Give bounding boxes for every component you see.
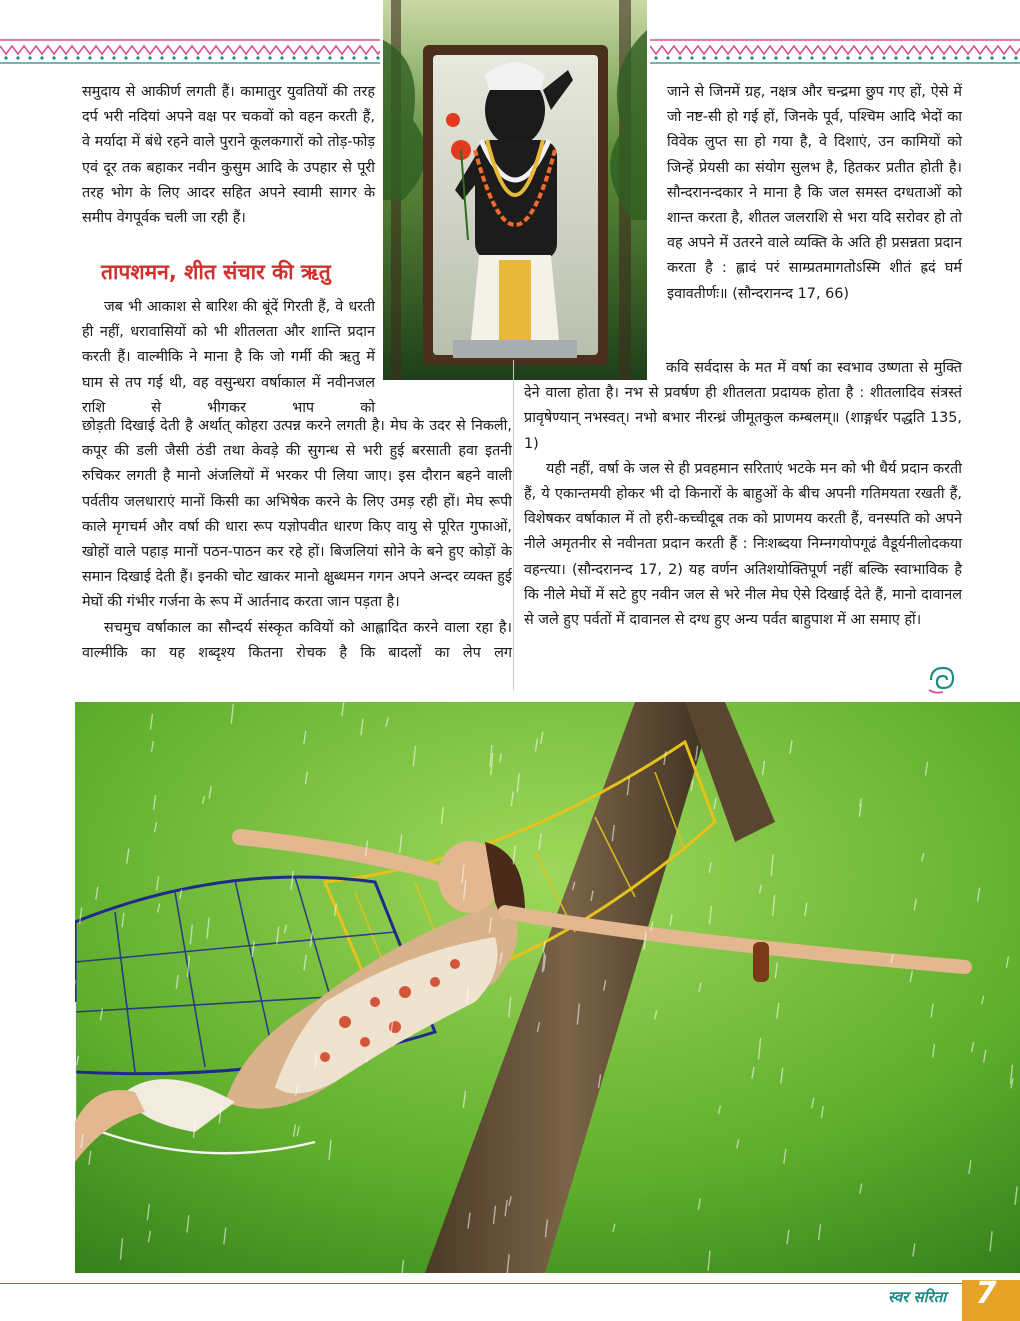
article-column-left-mid — [82, 295, 375, 421]
column-divider — [513, 360, 514, 690]
article-column-right-top — [667, 80, 962, 307]
paragraph: छोड़ती दिखाई देती है अर्थात् कोहरा उत्पन्न करने लगती है। मेघ के उदर से निकली, कपूर की डली जैसी ठंडी तथा केवड़े की सुगन्ध से भरी हुई बरसाती हवा इतनी रुचिकर लगती है मानो अंजलियों में भरकर पी लिया जाए। इस दौरान बहने वाली पर्वतीय जलधाराएं मानों किसी का अभिषेक करने के लिए उमड़ रही हों। मेघ रूपी काले मृगचर्म और वर्षा की धारा रूप यज्ञोपवीत धारण किए वायु से पूरित गुफाओं, खोहों वाले पहाड़ मानों पठन-पाठन कर रहे हों। बिजलियां सोने के बने हुए कोड़ों के समान दिखाई देती हैं। इनकी चोट खाकर मानो क्षुब्धमन गगन अपने अन्दर व्यक्त हुई मेघों की गंभीर गर्जना के रूप में आर्तनाद करता जान पड़ता है। — [82, 418, 512, 611]
top-decorative-border-right — [650, 36, 1020, 66]
article-column-left-bottom — [82, 414, 512, 666]
deity-image — [383, 0, 647, 380]
paragraph: सचमुच वर्षाकाल का सौन्दर्य संस्कृत कवियों को आह्लादित करने वाला रहा है। वाल्मीकि का यह शब्दृश्य कितना रोचक है कि बादलों का लेप लग — [82, 619, 512, 661]
magazine-name: स्वर सरिता — [888, 1288, 947, 1306]
hammock-rain-image — [75, 702, 1020, 1273]
section-heading: तापशमन, शीत संचार की ऋतु — [101, 260, 331, 284]
paragraph: यही नहीं, वर्षा के जल से ही प्रवहमान सरिताएं भटके मन को भी धैर्य प्रदान करती हैं, ये एकान्तमयी होकर भी दो किनारों के बाहुओं के बीच अपनी गतिमयता रखती हैं, विशेषकर वर्षाकाल में तो हरी-कच्चीदूब तक को प्राणमय करती हैं, वनस्पति को अपने नीले अमृतनीर से नवीनता प्रदान करती हैं : निःशब्दया निम्नगयोपगूढं वैडूर्यनीलोदकया वहन्त्या। (सौन्दरानन्द 17, 2) यह वर्णन अतिशयोक्तिपूर्ण नहीं बल्कि स्वाभाविक है कि नीले मेघों में सटे हुए नवीन जल से भरे नील मेघ ऐसे दिखाई देते हैं, मानो दावानल से जले हुए पर्वतों में दावानल से दग्ध हुए अन्य पर्वत बाहुपाश में आ समाए हों। — [524, 460, 962, 629]
paragraph: जाने से जिनमें ग्रह, नक्षत्र और चन्द्रमा छुप गए हों, ऐसे में जो नष्ट-सी हो गई हों, जिनके पूर्व, पश्चिम आदि भेदों का विवेक लुप्त सा हो गया है, वे दिशाएं, उन कामियों को जिन्हें प्रेयसी का संयोग सुलभ है, हितकर प्रतीत होती है। सौन्दरानन्दकार ने माना है कि जल समस्त दग्धताओं को शान्त करता है, शीतल जलराशि से भरा यदि सरोवर हो तो वह अपने में उतरने वाले व्यक्ति के अति ही प्रसन्नता प्रदान करता है : ह्लादं परं साम्प्रतमागतोऽस्मि शीतं ह्रदं घर्म इवावतीर्णः॥ (सौन्दरानन्द 17, 66) — [667, 84, 962, 302]
paragraph: कवि सर्वदास के मत में वर्षा का स्वभाव उष्णता से मुक्ति देने वाला होता है। नभ से प्रवर्षण ही शीतलता प्रदायक होता है : शीतलादिव संत्रस्तं प्रावृषेण्यान् नभस्वत्। नभो बभार नीरन्ध्रं जीमूतकुल कम्बलम्॥ (शाङ्गर्धर पद्धति 135, 1) — [524, 360, 962, 452]
paragraph: समुदाय से आकीर्ण लगती हैं। कामातुर युवतियों की तरह दर्प भरी नदियां अपने वक्ष पर चकवों को वहन करती हैं, वे मर्यादा में बंधे रहने वाले पुराने कूलकगारों को तोड़-फोड़ एवं दूर तक बहाकर नवीन कुसुम आदि के उपहार से पूरी तरह भोग के लिए आदर सहित अपने स्वामी सागर के समीप वेगपूर्वक चली जा रही हैं। — [82, 84, 375, 227]
article-column-right-bottom — [524, 356, 962, 633]
end-of-article-icon — [925, 662, 959, 696]
page-number: 7 — [975, 1276, 997, 1311]
top-decorative-border-left — [0, 36, 380, 66]
footer-rule — [0, 1283, 1020, 1284]
paragraph: जब भी आकाश से बारिश की बूंदें गिरती हैं, वे धरती ही नहीं, धरावासियों को भी शीतलता और शान्ति प्रदान करती हैं। वाल्मीकि ने माना है कि जो गर्मी की ऋतु में घाम से तप गई थी, वह वसुन्धरा वर्षाकाल में नवीनजल राशि से भीगकर भाप को — [82, 299, 375, 416]
article-column-left-top — [82, 80, 375, 231]
